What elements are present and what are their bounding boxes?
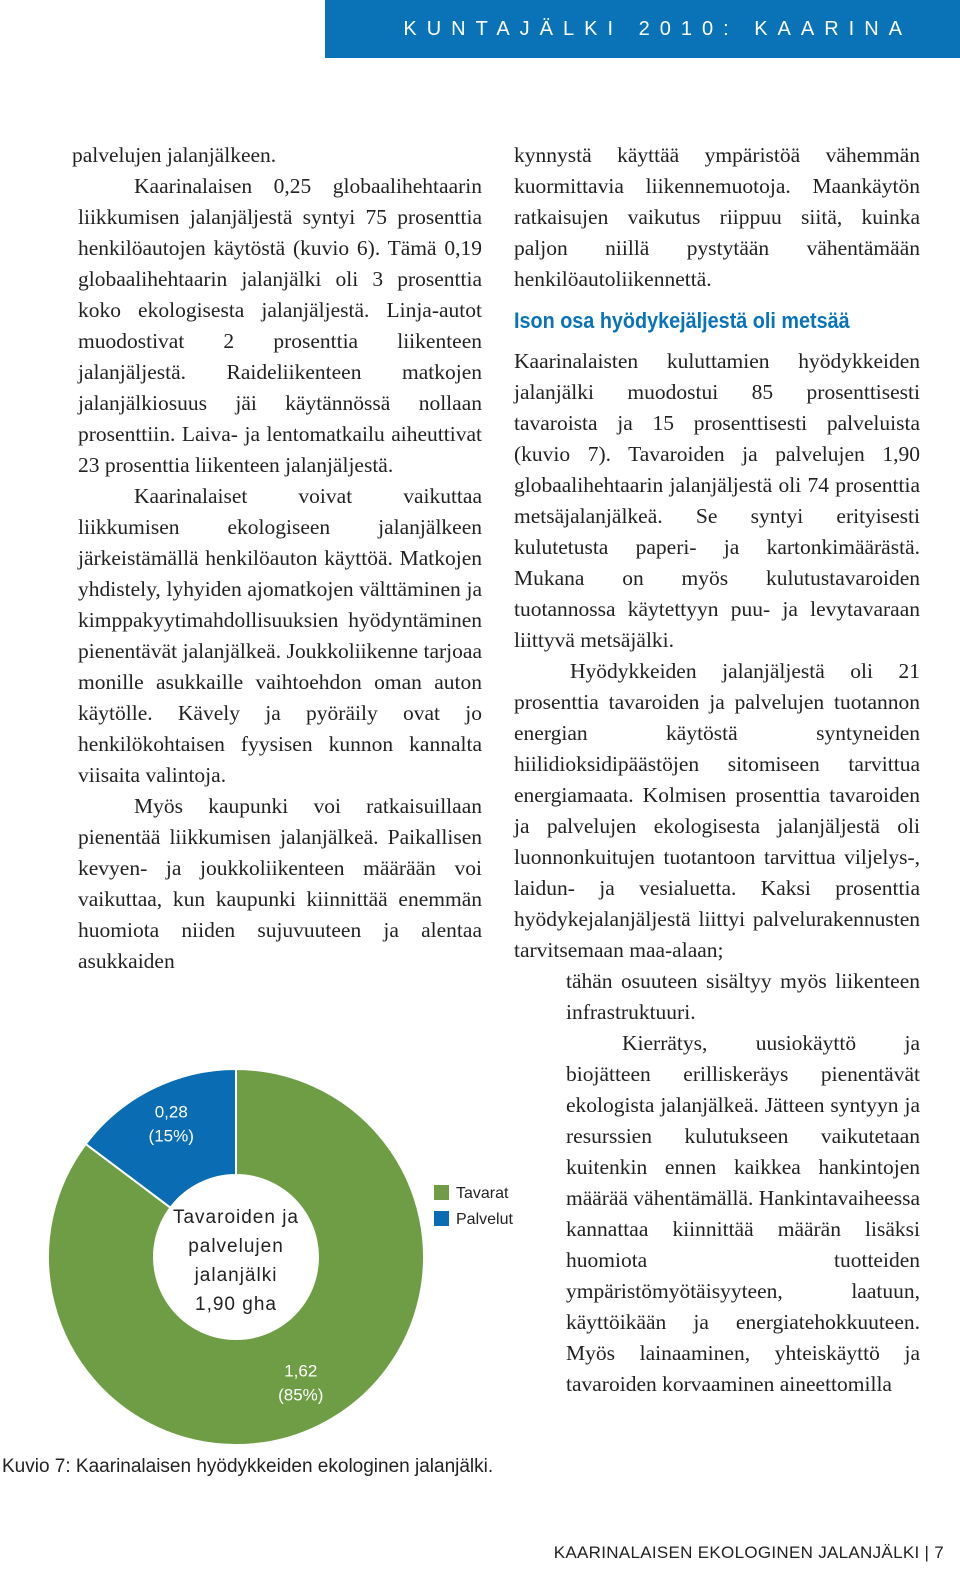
legend-swatch	[434, 1185, 449, 1200]
paragraph: Kierrätys, uusiokäyttö ja biojätteen erilliskeräys pienentävät ekologista jalanjälkeä. Jätteen syntyyn ja resurssien kulutukseen vaikutetaan kuitenkin ennen kaikkea hankintojen määrää vähentämällä. Hankintavaiheessa kannattaa kiinnittää määrän lisäksi huomiota tuotteiden ympäristömyötäisyyteen, laatuun, käyttöikään ja energiatehokkuuteen. Myös lainaaminen, yhteiskäyttö ja tavaroiden korvaaminen aineettomilla	[566, 1031, 920, 1396]
paragraph: Myös kaupunki voi ratkaisuillaan pienentää liikkumisen jalanjälkeä. Paikallisen kevyen- ja joukkoliikenteen määrään voi vaikuttaa, kun kaupunki kiinnittää enemmän huomiota niiden sujuvuuteen ja alentaa asukkaiden	[78, 794, 482, 973]
center-label: jalanjälki	[194, 1265, 278, 1286]
header-bar	[325, 0, 960, 58]
paragraph: kynnystä käyttää ympäristöä vähemmän kuormittavia liikennemuotoja. Maankäytön ratkaisujen vaikutus riippuu siitä, kuinka paljon niillä pystytään vähentämään henkilöautoliikennettä.	[514, 143, 920, 291]
section-heading: Ison osa hyödykejäljestä oli metsää	[514, 308, 850, 333]
paragraph: tähän osuuteen sisältyy myös liikenteen infrastruktuuri.	[566, 969, 920, 1024]
data-label: (85%)	[278, 1385, 324, 1405]
figure-caption: Kuvio 7: Kaarinalaisen hyödykkeiden ekologinen jalanjälki.	[2, 1456, 494, 1477]
page-footer: KAARINALAISEN EKOLOGINEN JALANJÄLKI | 7	[553, 1543, 944, 1562]
right-column	[514, 140, 920, 1400]
center-label: palvelujen	[188, 1236, 284, 1257]
center-label: Tavaroiden ja	[172, 1207, 300, 1228]
chart-svg	[30, 1045, 550, 1445]
header-title: KUNTAJÄLKI 2010: KAARINA	[403, 18, 912, 40]
legend-label: Tavarat	[456, 1185, 509, 1202]
legend-label: Palvelut	[456, 1211, 513, 1228]
paragraph: Kaarinalaisen 0,25 globaalihehtaarin liikkumisen jalanjäljestä syntyi 75 prosenttia henkilöautojen käytöstä (kuvio 6). Tämä 0,19 globaalihehtaarin jalanjälki oli 3 prosenttia koko ekologisesta jalanjäljestä. Linja-autot muodostivat 2 prosenttia liikenteen jalanjäljestä. Raideliikenteen matkojen jalanjälkiosuus jäi käytännössä nollaan prosenttiin. Laiva- ja lentomatkailu aiheuttivat 23 prosenttia liikenteen jalanjäljestä.	[78, 174, 482, 477]
data-label: 0,28	[154, 1102, 188, 1122]
data-label: 1,62	[284, 1361, 318, 1381]
center-label: 1,90 gha	[195, 1294, 277, 1315]
donut-chart	[30, 1045, 550, 1445]
paragraph: Kaarinalaisten kuluttamien hyödykkeiden jalanjälki muodostui 85 prosenttisesti tavaroista ja 15 prosenttisesti palveluista (kuvio 7). Tavaroiden ja palvelujen 1,90 globaalihehtaarin jalanjäljestä oli 74 prosenttia metsäjalanjälkeä. Se syntyi erityisesti kulutetusta paperi- ja kartonkimäärästä. Mukana on myös kulutustavaroiden tuotannossa käytettyyn puu- ja levytavaraan liittyvä metsäjälki.	[514, 349, 920, 652]
data-label: (15%)	[148, 1126, 194, 1146]
paragraph: Hyödykkeiden jalanjäljestä oli 21 prosenttia tavaroiden ja palvelujen tuotannon energian käytöstä syntyneiden hiilidioksidipäästöjen sitomiseen tarvittua energiamaata. Kolmisen prosenttia tavaroiden ja palvelujen ekologisesta jalanjäljestä oli luonnonkuitujen tuotantoon tarvittua viljelys-, laidun- ja vesialuetta. Kaksi prosenttia hyödykejalanjäljestä liittyi palvelurakennusten tarvitsemaan maa-alaan;	[514, 659, 920, 962]
paragraph: Kaarinalaiset voivat vaikuttaa liikkumisen ekologiseen jalanjälkeen järkeistämällä henkilöauton käyttöä. Matkojen yhdistely, lyhyiden ajomatkojen välttäminen ja kimppakyytimahdollisuuksien hyödyntäminen pienentävät jalanjälkeä. Joukkoliikenne tarjoaa monille asukkaille vaihtoehdon oman auton käytölle. Kävely ja pyöräily ovat jo henkilökohtaisen fyysisen kunnon kannalta viisaita valintoja.	[78, 484, 482, 787]
paragraph: palvelujen jalanjälkeen.	[72, 143, 277, 167]
left-column	[72, 140, 482, 977]
legend-swatch	[434, 1211, 449, 1226]
